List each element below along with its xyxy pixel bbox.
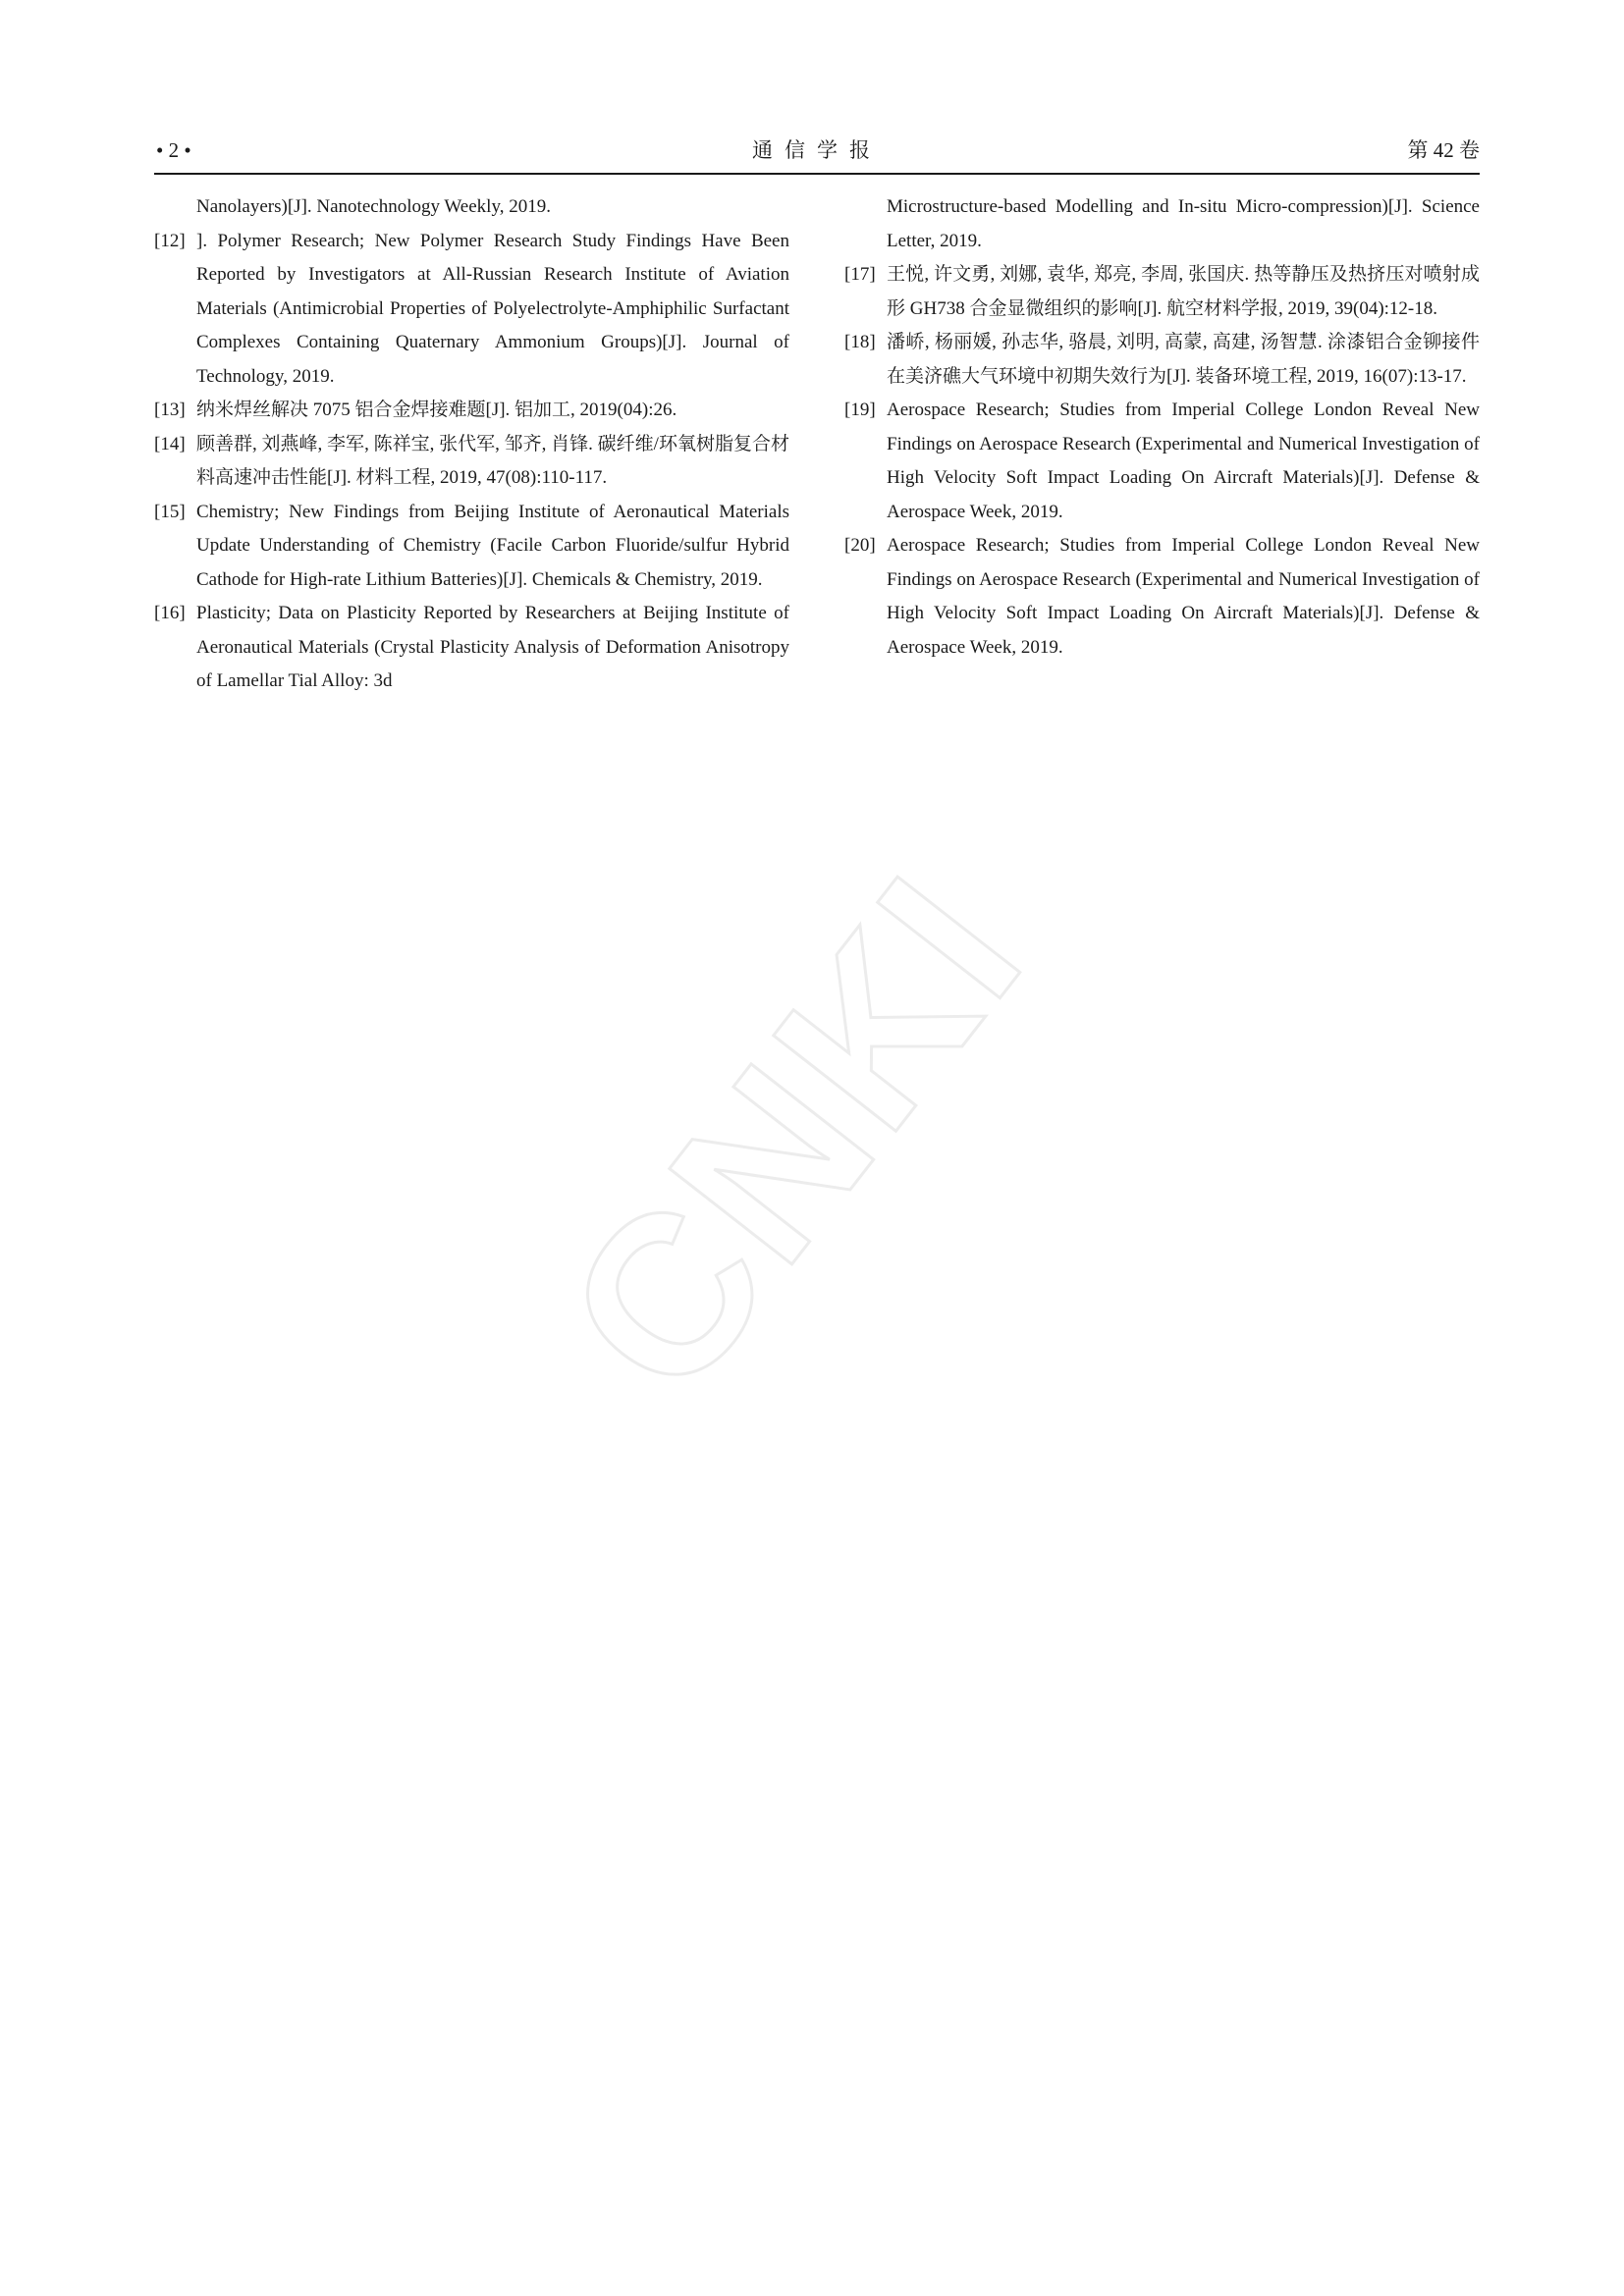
reference-item [844, 394, 1480, 529]
reference-text: Plasticity; Data on Plasticity Reported by Researchers at Beijing Institute of Aeronautical Materials (Crystal Plasticity Analysis of Deformation Anisotropy of Lamellar Tial Alloy: 3d [196, 603, 789, 691]
reference-number: [16] [154, 603, 186, 623]
cnki-watermark [471, 805, 1178, 1512]
reference-number: [15] [154, 501, 186, 522]
reference-item [844, 258, 1480, 326]
reference-text: 王悦, 许文勇, 刘娜, 袁华, 郑亮, 李周, 张国庆. 热等静压及热挤压对喷射成形 GH738 合金显微组织的影响[J]. 航空材料学报, 2019, 39(04):12-18. [887, 264, 1480, 319]
reference-item [844, 190, 1480, 258]
reference-column-right [844, 190, 1480, 665]
reference-number: [14] [154, 433, 186, 454]
reference-text: Nanolayers)[J]. Nanotechnology Weekly, 2019. [196, 196, 551, 217]
reference-item [154, 496, 789, 598]
page-number: • 2 • [156, 138, 191, 162]
reference-item [154, 190, 789, 225]
reference-number: [20] [844, 535, 876, 556]
reference-number: [18] [844, 332, 876, 352]
reference-text: Aerospace Research; Studies from Imperial College London Reveal New Findings on Aerospace Research (Experimental and Numerical Investigation of High Velocity Soft Impact Loading On Aircraft Materials)[J]. Defense & Aerospace Week, 2019. [887, 400, 1480, 522]
reference-column-left [154, 190, 789, 699]
reference-item [844, 529, 1480, 665]
reference-text: 潘峤, 杨丽媛, 孙志华, 骆晨, 刘明, 高蒙, 高建, 汤智慧. 涂漆铝合金铆接件在美济礁大气环境中初期失效行为[J]. 装备环境工程, 2019, 16(07):13-17. [887, 332, 1480, 387]
reference-item [154, 597, 789, 699]
running-header [154, 133, 1480, 175]
reference-text: Microstructure-based Modelling and In-situ Micro-compression)[J]. Science Letter, 2019. [887, 196, 1480, 251]
reference-number: [12] [154, 230, 186, 251]
reference-item [154, 394, 789, 428]
reference-item [154, 225, 789, 395]
reference-text: Aerospace Research; Studies from Imperial College London Reveal New Findings on Aerospace Research (Experimental and Numerical Investigation of High Velocity Soft Impact Loading On Aircraft Materials)[J]. Defense & Aerospace Week, 2019. [887, 535, 1480, 658]
reference-text: 纳米焊丝解决 7075 铝合金焊接难题[J]. 铝加工, 2019(04):26. [196, 400, 677, 420]
volume-label: 第 42 卷 [1407, 138, 1480, 162]
reference-text: Chemistry; New Findings from Beijing Institute of Aeronautical Materials Update Understanding of Chemistry (Facile Carbon Fluoride/sulfur Hybrid Cathode for High-rate Lithium Batteries)[J]. Chemicals & Chemistry, 2019. [196, 501, 789, 590]
reference-text: 顾善群, 刘燕峰, 李军, 陈祥宝, 张代军, 邹齐, 肖锋. 碳纤维/环氧树脂复合材料高速冲击性能[J]. 材料工程, 2019, 47(08):110-117. [196, 433, 789, 488]
reference-item [844, 326, 1480, 394]
reference-number: [19] [844, 400, 876, 420]
reference-text: ]. Polymer Research; New Polymer Research Study Findings Have Been Reported by Investigators at All-Russian Research Institute of Aviation Materials (Antimicrobial Properties of Polyelectrolyte-Amphiphilic Surfactant Complexes Containing Quaternary Ammonium Groups)[J]. Journal of Technology, 2019. [196, 230, 789, 387]
reference-number: [17] [844, 264, 876, 285]
reference-number: [13] [154, 400, 186, 420]
journal-name: 通信学报 [752, 138, 882, 162]
reference-item [154, 428, 789, 496]
watermark-text: CNKI [517, 829, 1071, 1439]
